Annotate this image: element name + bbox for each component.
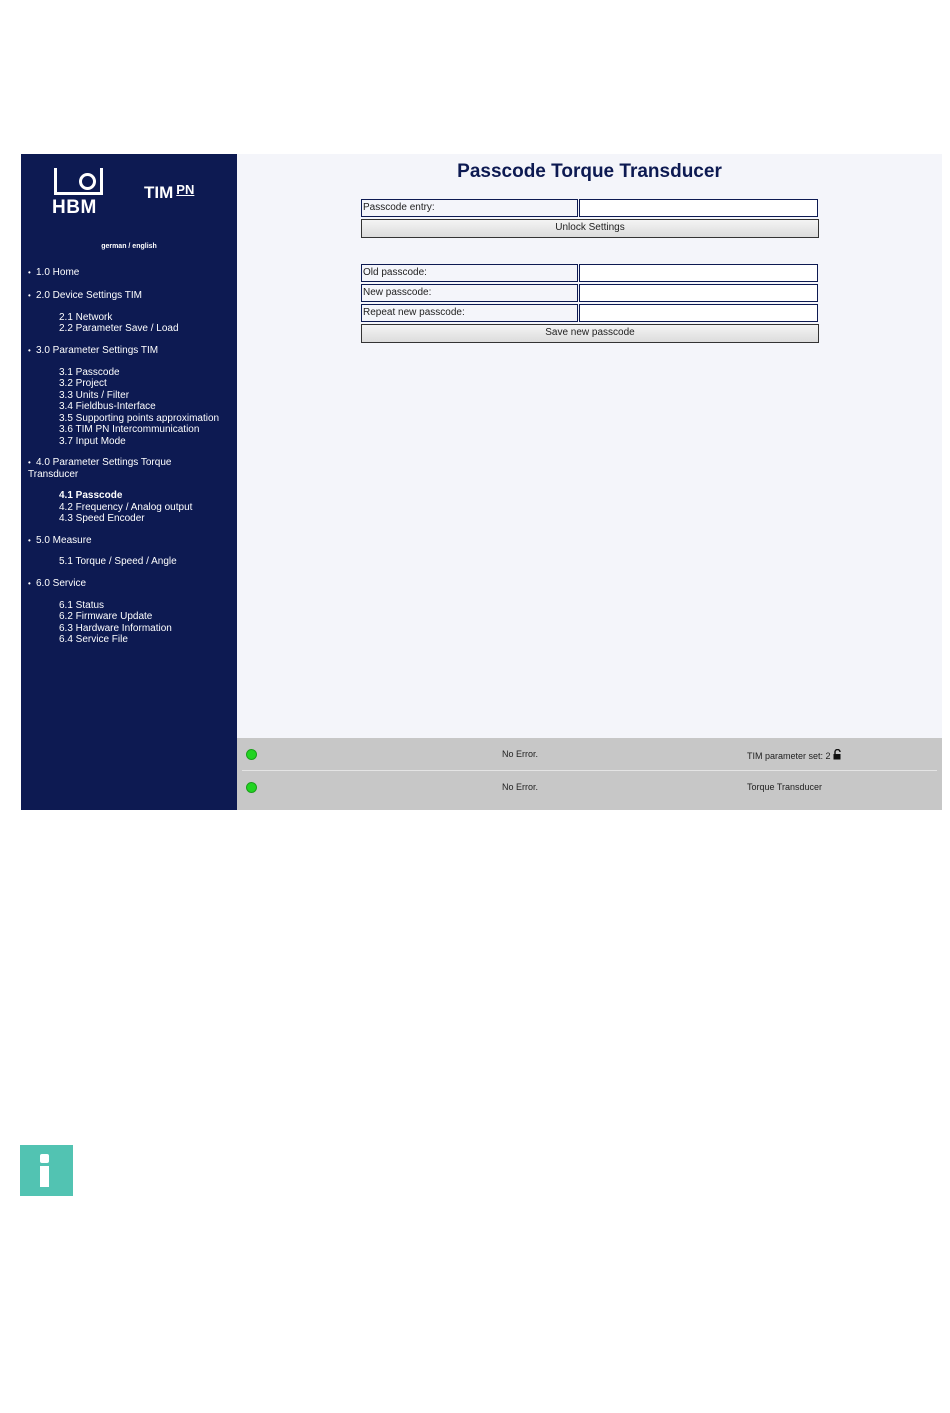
sidebar-item-3-6-tim-pn-intercommunication[interactable] bbox=[59, 424, 199, 436]
status-divider bbox=[242, 770, 937, 771]
status-message: No Error. bbox=[502, 749, 539, 759]
sidebar-item-label: 3.1 Passcode bbox=[59, 367, 120, 378]
passcode-entry-input[interactable] bbox=[579, 199, 818, 217]
sidebar bbox=[21, 154, 237, 810]
old-passcode-input[interactable] bbox=[579, 264, 818, 282]
sidebar-item-label: 6.0 Service bbox=[36, 578, 87, 589]
parameter-set-info bbox=[747, 749, 927, 761]
transducer-label: Torque Transducer bbox=[747, 782, 823, 792]
sidebar-item-2-1-network[interactable] bbox=[59, 312, 112, 324]
sidebar-item-6-0-service[interactable] bbox=[28, 578, 86, 590]
sidebar-item-label: 6.4 Service File bbox=[59, 634, 128, 645]
status-message: No Error. bbox=[502, 782, 539, 792]
sidebar-item-label: 4.2 Frequency / Analog output bbox=[59, 502, 193, 513]
repeat-passcode-label: Repeat new passcode: bbox=[361, 304, 578, 322]
sidebar-item-1-0-home[interactable] bbox=[28, 267, 79, 279]
app-window bbox=[21, 154, 942, 810]
page-title: Passcode Torque Transducer bbox=[457, 161, 722, 182]
unlock-settings-button[interactable]: Unlock Settings bbox=[361, 219, 819, 238]
sidebar-item-4-3-speed-encoder[interactable] bbox=[59, 513, 145, 525]
sidebar-item-label: 4.1 Passcode bbox=[59, 490, 123, 501]
unlock-icon bbox=[833, 749, 842, 760]
sidebar-item-3-5-supporting-points-approximation[interactable] bbox=[59, 413, 219, 425]
sidebar-item-3-2-project[interactable] bbox=[59, 378, 107, 390]
language-switch[interactable]: german / english bbox=[101, 243, 157, 250]
sidebar-item-6-3-hardware-information[interactable] bbox=[59, 623, 172, 635]
bullet-icon: • bbox=[28, 346, 31, 355]
product-suffix: PN bbox=[176, 182, 195, 197]
sidebar-item-label: 3.3 Units / Filter bbox=[59, 390, 130, 401]
product-name: TIM bbox=[144, 183, 174, 202]
status-row-tim bbox=[237, 738, 942, 768]
sidebar-item-label: 3.2 Project bbox=[59, 378, 107, 389]
product-logo bbox=[144, 182, 194, 203]
logo-text: HBM bbox=[52, 197, 97, 218]
sidebar-item-label: Transducer bbox=[28, 468, 79, 480]
sidebar-item-label: 6.2 Firmware Update bbox=[59, 611, 153, 622]
sidebar-item-label: 6.3 Hardware Information bbox=[59, 623, 172, 634]
info-icon bbox=[20, 1145, 73, 1196]
status-row-transducer bbox=[237, 773, 942, 803]
sidebar-item-4-1-passcode[interactable] bbox=[59, 490, 122, 502]
sidebar-item-5-1-torque-speed-angle[interactable] bbox=[59, 556, 177, 568]
sidebar-item-label: 4.0 Parameter Settings Torque bbox=[36, 457, 172, 468]
sidebar-item-6-4-service-file[interactable] bbox=[59, 634, 128, 646]
sidebar-item-2-2-parameter-save-load[interactable] bbox=[59, 323, 179, 335]
sidebar-item-3-1-passcode[interactable] bbox=[59, 367, 120, 379]
sidebar-item-label: 2.2 Parameter Save / Load bbox=[59, 323, 179, 334]
sidebar-item-3-0-parameter-settings-tim[interactable] bbox=[28, 345, 158, 357]
bullet-icon: • bbox=[28, 458, 31, 467]
sidebar-item-2-0-device-settings-tim[interactable] bbox=[28, 290, 142, 302]
sidebar-item-6-1-status[interactable] bbox=[59, 600, 104, 612]
parameter-set-label: TIM parameter set: 2 bbox=[747, 751, 831, 761]
sidebar-item-label: 3.7 Input Mode bbox=[59, 436, 126, 447]
sidebar-item-label: 2.1 Network bbox=[59, 312, 113, 323]
sidebar-item-6-2-firmware-update[interactable] bbox=[59, 611, 152, 623]
passcode-entry-label: Passcode entry: bbox=[361, 199, 578, 217]
sidebar-item-3-4-fieldbus-interface[interactable] bbox=[59, 401, 156, 413]
sidebar-item-label: 5.1 Torque / Speed / Angle bbox=[59, 556, 177, 567]
status-bar bbox=[237, 738, 942, 810]
main-content bbox=[237, 154, 942, 810]
repeat-passcode-input[interactable] bbox=[579, 304, 818, 322]
bullet-icon: • bbox=[28, 579, 31, 588]
sidebar-item-label: 3.6 TIM PN Intercommunication bbox=[59, 424, 200, 435]
sidebar-item-label: 3.5 Supporting points approximation bbox=[59, 413, 220, 424]
sidebar-item-3-3-units-filter[interactable] bbox=[59, 390, 129, 402]
sidebar-item-label: 3.0 Parameter Settings TIM bbox=[36, 345, 159, 356]
new-passcode-label: New passcode: bbox=[361, 284, 578, 302]
sidebar-item-3-7-input-mode[interactable] bbox=[59, 436, 126, 448]
sidebar-item-label: 6.1 Status bbox=[59, 600, 105, 611]
sidebar-item-label: 1.0 Home bbox=[36, 267, 80, 278]
new-passcode-input[interactable] bbox=[579, 284, 818, 302]
bullet-icon: • bbox=[28, 536, 31, 545]
sidebar-item-label: 3.4 Fieldbus-Interface bbox=[59, 401, 156, 412]
sidebar-item-5-0-measure[interactable] bbox=[28, 535, 92, 547]
sidebar-item-label: 5.0 Measure bbox=[36, 535, 92, 546]
bullet-icon: • bbox=[28, 291, 31, 300]
hbm-logo bbox=[52, 167, 108, 217]
save-passcode-button[interactable]: Save new passcode bbox=[361, 324, 819, 343]
sidebar-item-4-2-frequency-analog-output[interactable] bbox=[59, 502, 192, 514]
sidebar-item-4-0-parameter-settings-torque[interactable] bbox=[28, 457, 171, 480]
status-led-icon bbox=[246, 782, 257, 793]
old-passcode-label: Old passcode: bbox=[361, 264, 578, 282]
sidebar-item-label: 4.3 Speed Encoder bbox=[59, 513, 145, 524]
sidebar-item-label: 2.0 Device Settings TIM bbox=[36, 290, 142, 301]
status-led-icon bbox=[246, 749, 257, 760]
bullet-icon: • bbox=[28, 268, 31, 277]
